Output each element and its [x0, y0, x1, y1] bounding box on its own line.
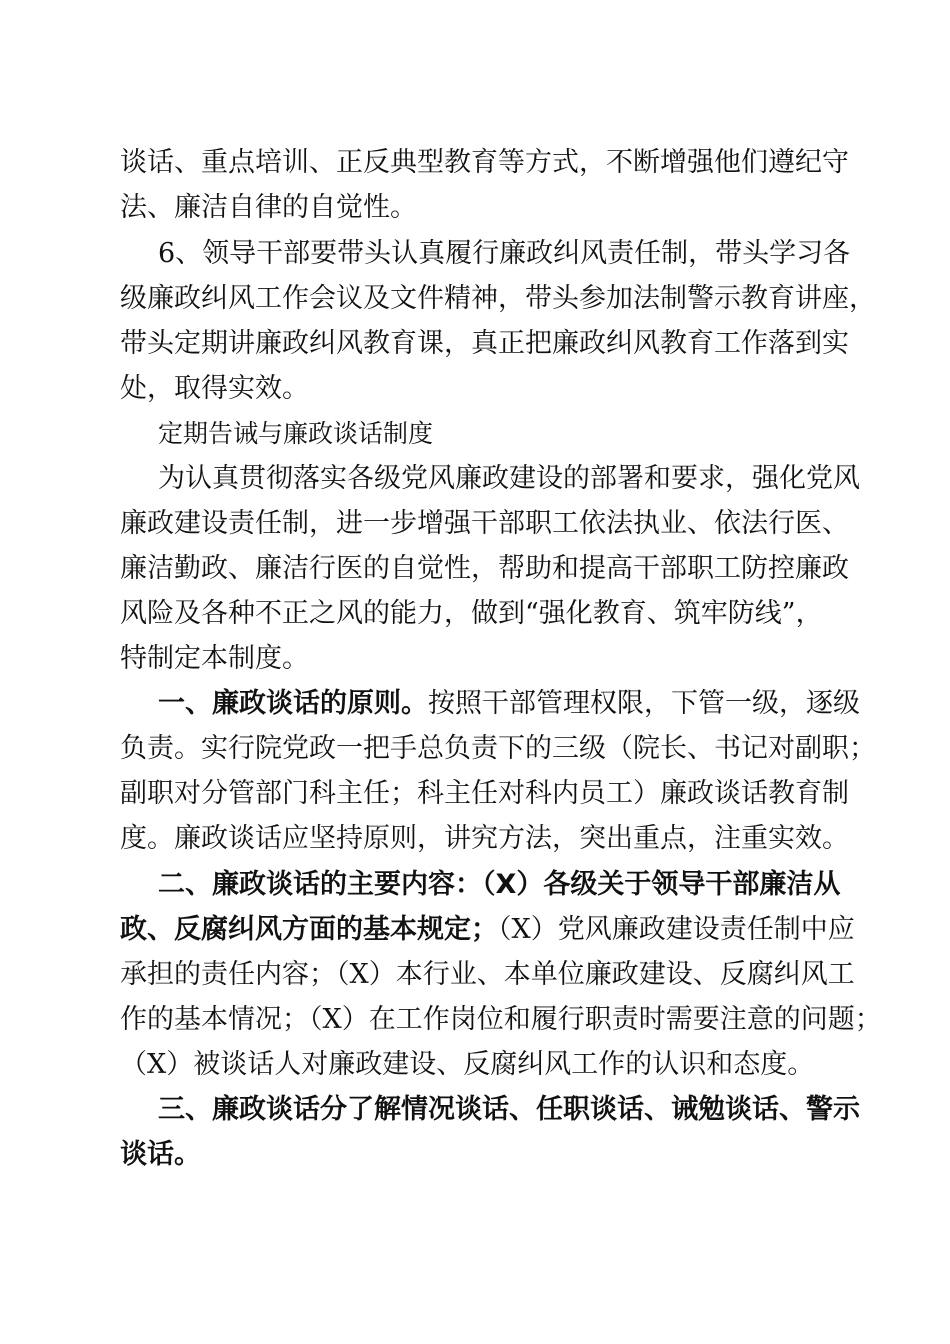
text-line: 谈话、重点培训、正反典型教育等方式，不断增强他们遵纪守 [120, 147, 849, 178]
text-line: 处，取得实效。 [120, 373, 309, 404]
text-line: 6、领导干部要带头认真履行廉政纠风责任制，带头学习各 [158, 238, 851, 269]
text-line: 法、廉洁自律的自觉性。 [120, 192, 417, 223]
text-line: （X）被谈话人对廉政建设、反腐纠风工作的认识和态度。 [120, 1049, 815, 1080]
text-line: 作的基本情况；（X）在工作岗位和履行职责时需要注意的问题； [120, 1004, 882, 1035]
clause-title: 一、廉政谈话的原则。 [158, 688, 428, 719]
text-line: 特制定本制度。 [120, 643, 309, 674]
text-line: 廉政建设责任制，进一步增强干部职工依法执业、依法行医、 [120, 508, 849, 539]
text-line: 副职对分管部门科主任；科主任对科内员工）廉政谈话教育制 [120, 778, 849, 809]
text-line: 承担的责任内容；（X）本行业、本单位廉政建设、反腐纠风工 [120, 959, 855, 990]
section-heading: 定期告诫与廉政谈话制度 [158, 419, 434, 448]
clause-title: 二、廉政谈话的主要内容：（X）各级关于领导干部廉洁从 [158, 869, 841, 900]
text-line: 带头定期讲廉政纠风教育课，真正把廉政纠风教育工作落到实 [120, 328, 849, 359]
clause-title: 谈话。 [120, 1139, 201, 1170]
clause-text: 按照干部管理权限，下管一级，逐级 [428, 688, 860, 719]
paragraph-line [158, 684, 860, 724]
text-line: 度。廉政谈话应坚持原则，讲究方法，突出重点，注重实效。 [120, 823, 849, 854]
paragraph-line [120, 910, 855, 950]
text-line: 负责。实行院党政一把手总负责下的三级（院长、书记对副职； [120, 733, 876, 764]
clause-title: 政、反腐纠风方面的基本规定； [120, 914, 498, 945]
clause-title: 三、廉政谈话分了解情况谈话、任职谈话、诫勉谈话、警示 [158, 1094, 860, 1125]
text-line: 级廉政纠风工作会议及文件精神，带头参加法制警示教育讲座， [120, 283, 876, 314]
text-line: 为认真贯彻落实各级党风廉政建设的部署和要求，强化党风 [158, 463, 860, 494]
text-line: 风险及各种不正之风的能力，做到“强化教育、筑牢防线”， [120, 598, 823, 629]
text-line: 廉洁勤政、廉洁行医的自觉性，帮助和提高干部职工防控廉政 [120, 553, 849, 584]
clause-text: （X）党风廉政建设责任制中应 [498, 914, 855, 945]
